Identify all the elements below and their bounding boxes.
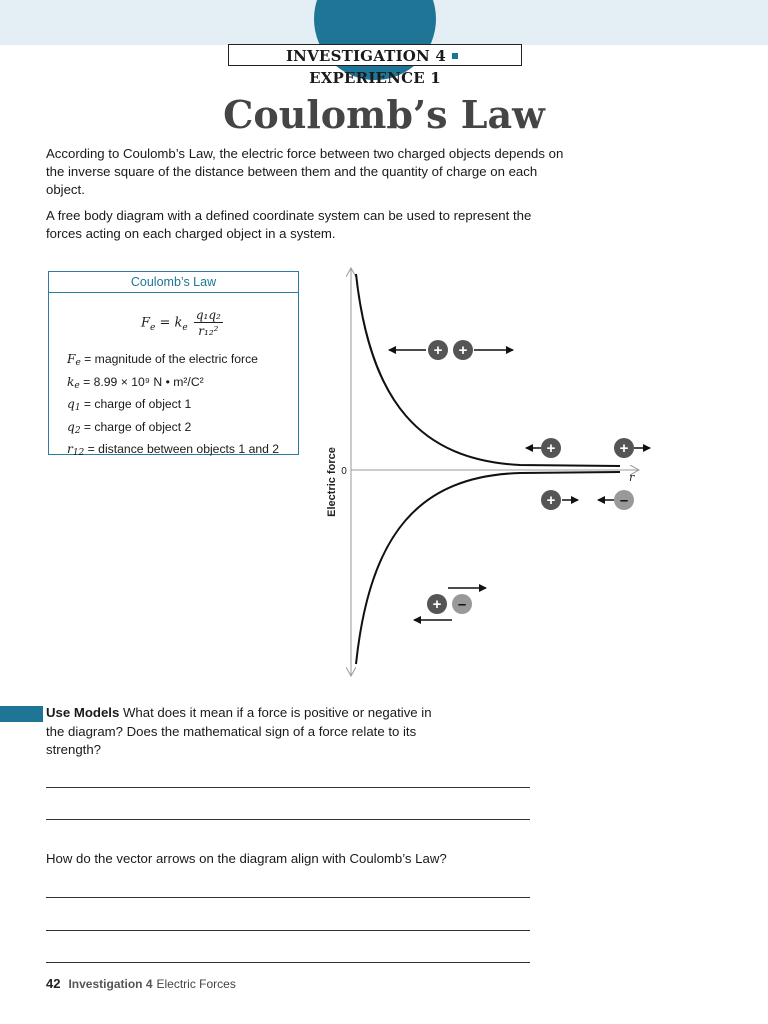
coulomb-law-box xyxy=(48,271,299,458)
x-axis-label: r xyxy=(629,471,635,484)
coulomb-formula xyxy=(141,308,223,338)
footer-investigation: Investigation 4 xyxy=(68,977,153,991)
answer-line[interactable] xyxy=(46,897,530,898)
answer-line[interactable] xyxy=(46,930,530,931)
section-tab xyxy=(0,706,43,722)
def-text: = charge of object 2 xyxy=(80,419,192,434)
definition-item xyxy=(67,440,279,463)
question-1-lead: Use Models xyxy=(46,705,120,720)
def-subscript: 1 xyxy=(74,403,81,413)
page-title: Coulomb’s Law xyxy=(223,92,545,137)
def-symbol: k xyxy=(67,374,75,389)
page-number: 42 xyxy=(46,976,61,991)
repulsive-curve xyxy=(356,274,620,466)
definition-item xyxy=(67,395,279,418)
formula-numerator: q₁q₂ xyxy=(195,308,221,322)
answer-line[interactable] xyxy=(46,787,530,788)
intro-paragraph-2: A free body diagram with a defined coordinate system can be used to represent the forces acting on each charged object in a system. xyxy=(46,208,532,241)
page-footer xyxy=(46,976,236,991)
svg-text:+: + xyxy=(433,342,443,359)
positive-charge xyxy=(428,340,448,360)
definition-item xyxy=(67,350,279,373)
negative-charge xyxy=(614,490,634,510)
attractive-curve xyxy=(356,472,620,664)
formula-lhs: F xyxy=(141,315,151,331)
def-symbol: F xyxy=(67,352,76,366)
law-box-title: Coulomb’s Law xyxy=(49,272,298,293)
experience-text: EXPERIENCE 1 xyxy=(309,69,441,87)
origin-label: 0 xyxy=(341,466,347,477)
def-subscript: e xyxy=(75,358,81,368)
positive-charge xyxy=(614,438,634,458)
formula-eq: = k xyxy=(155,315,183,331)
svg-text:+: + xyxy=(458,342,468,359)
separator-square xyxy=(452,53,458,59)
question-1-text: What does it mean if a force is positive or negative in the diagram? Does the mathematical sign of a force relate to its strength? xyxy=(46,705,432,757)
svg-text:+: + xyxy=(432,596,442,613)
svg-text:+: + xyxy=(619,440,629,457)
definitions-list xyxy=(67,350,279,463)
footer-topic: Electric Forces xyxy=(156,977,236,991)
formula-denominator: r₁₂² xyxy=(198,324,219,338)
def-subscript: e xyxy=(74,380,80,391)
def-subscript: 12 xyxy=(72,448,85,458)
y-axis-label: Electric force xyxy=(326,447,338,517)
question-1 xyxy=(46,704,446,760)
positive-charge xyxy=(453,340,473,360)
def-symbol: q xyxy=(67,397,75,411)
def-text: = magnitude of the electric force xyxy=(80,352,258,366)
formula-k-sub: e xyxy=(182,323,188,334)
def-text: = charge of object 1 xyxy=(80,397,192,411)
def-symbol: r xyxy=(67,442,73,456)
question-2: How do the vector arrows on the diagram align with Coulomb’s Law? xyxy=(46,851,447,866)
answer-line[interactable] xyxy=(46,962,530,963)
answer-line[interactable] xyxy=(46,819,530,820)
formula-fraction xyxy=(194,308,223,338)
investigation-text: INVESTIGATION 4 xyxy=(285,47,447,65)
intro-paragraph-1: According to Coulomb’s Law, the electric force between two charged objects depends on the inverse square of the distance between them and the quantity of charge on each object. xyxy=(46,146,564,197)
def-text: = distance between objects 1 and 2 xyxy=(84,442,280,456)
positive-charge xyxy=(427,594,447,614)
definition-item xyxy=(67,373,279,396)
force-diagram xyxy=(320,262,660,682)
positive-charge xyxy=(541,490,561,510)
definition-item xyxy=(67,418,279,441)
svg-text:+: + xyxy=(546,492,556,509)
def-subscript: 2 xyxy=(74,425,81,436)
positive-charge xyxy=(541,438,561,458)
svg-text:–: – xyxy=(457,596,467,613)
investigation-label xyxy=(228,44,522,87)
def-symbol: q xyxy=(67,419,75,434)
formula-lhs-sub: e xyxy=(150,323,156,334)
svg-text:+: + xyxy=(546,440,556,457)
svg-text:–: – xyxy=(619,492,629,509)
negative-charge xyxy=(452,594,472,614)
def-text: = 8.99 × 10⁹ N • m²/C² xyxy=(79,374,204,389)
